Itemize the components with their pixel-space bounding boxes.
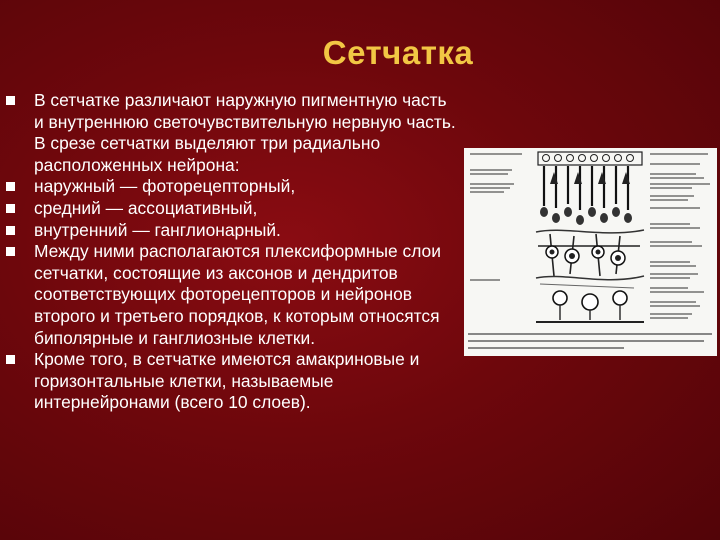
bullet-item bbox=[6, 220, 456, 242]
square-bullet-icon bbox=[6, 96, 15, 105]
square-bullet-icon bbox=[6, 182, 15, 191]
slide-title: Сетчатка bbox=[322, 34, 474, 71]
bullet-text: внутренний — ганглионарный. bbox=[34, 219, 281, 240]
square-bullet-icon bbox=[6, 226, 15, 235]
bullet-item bbox=[6, 90, 456, 176]
bullet-text: средний — ассоциативный, bbox=[34, 197, 258, 218]
bullet-item bbox=[6, 176, 456, 198]
retina-layers-diagram bbox=[464, 148, 717, 356]
bullet-text: Кроме того, в сетчатке имеются амакриновые и горизонтальные клетки, называемые интернейронами (всего 10 слоев). bbox=[34, 349, 420, 413]
bullet-item bbox=[6, 349, 456, 414]
bullet-text: Между ними располагаются плексиформные слои сетчатки, состоящие из аксонов и дендритов соответствующих фоторецепторов и нейронов второго и третьего порядков, к которым относятся биполярные и ганглиозные клетки. bbox=[34, 241, 441, 348]
square-bullet-icon bbox=[6, 204, 15, 213]
bullet-item bbox=[6, 198, 456, 220]
square-bullet-icon bbox=[6, 247, 15, 256]
bullet-list bbox=[6, 90, 456, 414]
bullet-text: наружный — фоторецепторный, bbox=[34, 176, 296, 197]
retina-diagram-drawing bbox=[464, 148, 717, 356]
bullet-text: В сетчатке различают наружную пигментную часть и внутреннюю светочувствительную нервную часть. В срезе сетчатки выделяют три радиально расположенных нейрона: bbox=[34, 90, 456, 175]
square-bullet-icon bbox=[6, 355, 15, 364]
bullet-item bbox=[6, 241, 456, 349]
